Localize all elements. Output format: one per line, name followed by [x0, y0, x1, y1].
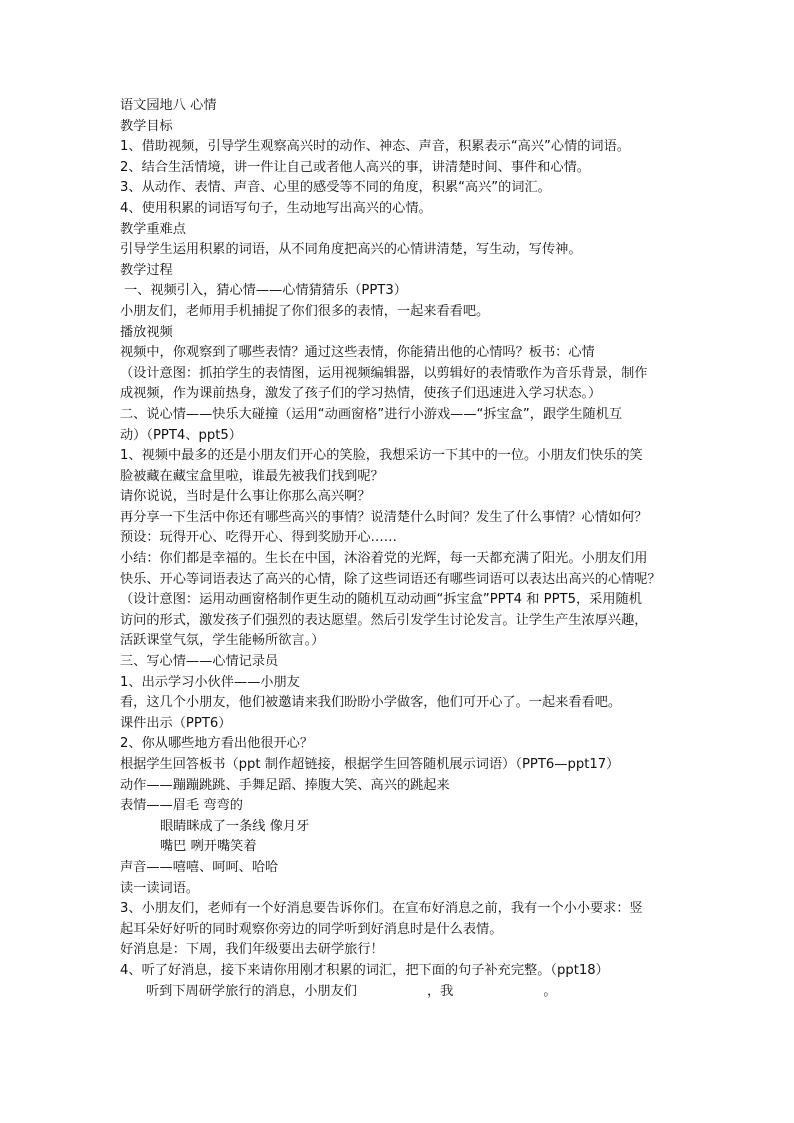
- section-heading-process: 教学过程: [120, 262, 173, 278]
- section-heading-keypoints: 教学重难点: [120, 221, 186, 237]
- paragraph-line: 动）（PPT4、ppt5）: [120, 427, 242, 443]
- paragraph-line: 访问的形式，激发孩子们强烈的表达愿望。然后引发学生讨论发言。让学生产生浓厚兴趣，: [120, 612, 648, 628]
- doc-title: 语文园地八 心情: [120, 98, 217, 113]
- paragraph-line: 起耳朵好好听的同时观察你旁边的同学听到好消息时是什么表情。: [120, 921, 503, 937]
- subsection-heading-2: 二、说心情——快乐大碰撞（运用“动画窗格”进行小游戏——“拆宝盒”，跟学生随机互: [120, 406, 623, 422]
- paragraph-line: 表情——眉毛 弯弯的: [120, 798, 243, 814]
- sentence-part-3: 。: [543, 983, 557, 999]
- goal-item: 2、结合生活情境，讲一件让自己或者他人高兴的事，讲清楚时间、事件和心情。: [120, 159, 590, 175]
- paragraph-line: 眼睛眯成了一条线 像月牙: [160, 818, 310, 834]
- subsection-heading-1: 一、视频引入，猜心情——心情猜猜乐（PPT3）: [124, 283, 407, 299]
- document-body: [120, 96, 680, 1002]
- paragraph-line: 脸被藏在藏宝盒里啦，谁最先被我们找到呢？: [120, 468, 384, 484]
- goal-item: 4、使用积累的词语写句子，生动地写出高兴的心情。: [120, 200, 432, 216]
- fill-in-sentence: [120, 982, 680, 1003]
- paragraph-line: 活跃课堂气氛，学生能畅所欲言。）: [120, 633, 325, 649]
- paragraph-line: 成视频，作为课前热身，激发了孩子们的学习热情，使孩子们迅速进入学习状态。）: [120, 386, 602, 402]
- paragraph-line: 引导学生运用积累的词语，从不同角度把高兴的心情讲清楚，写生动，写传神。: [120, 242, 582, 258]
- goal-item: 1、借助视频，引导学生观察高兴时的动作、神态、声音，积累表示“高兴”心情的词语。: [120, 139, 630, 155]
- subsection-heading-3: 三、写心情——心情记录员: [120, 654, 279, 670]
- sentence-part-2: ，我: [427, 983, 454, 999]
- paragraph-line: 1、出示学习小伙伴——小朋友: [120, 674, 300, 690]
- paragraph-line: 2、你从哪些地方看出他很开心？: [120, 736, 314, 752]
- paragraph-line: 4、听了好消息，接下来请你用刚才积累的词汇，把下面的句子补充完整。（ppt18）: [120, 962, 609, 978]
- paragraph-line: 再分享一下生活中你还有哪些高兴的事情？说清楚什么时间？发生了什么事情？心情如何？: [120, 509, 648, 525]
- goal-item: 3、从动作、表情、声音、心里的感受等不同的角度，积累“高兴”的词汇。: [120, 180, 551, 196]
- section-heading-goals: 教学目标: [120, 118, 173, 134]
- paragraph-line: 预设：玩得开心、吃得开心、得到奖励开心……: [120, 530, 397, 546]
- paragraph-line: （设计意图：抓拍学生的表情图，运用视频编辑器，以剪辑好的表情歌作为音乐背景，制作: [120, 365, 648, 381]
- paragraph-line: 好消息是：下周，我们年级要出去研学旅行！: [120, 942, 384, 958]
- paragraph-line: 小结：你们都是幸福的。生长在中国，沐浴着党的光辉，每一天都充满了阳光。小朋友们用: [120, 551, 648, 567]
- paragraph-line: 读一读词语。: [120, 880, 200, 896]
- paragraph-line: 1、视频中最多的还是小朋友们开心的笑脸，我想采访一下其中的一位。小朋友们快乐的笑: [120, 448, 643, 464]
- paragraph-line: 播放视频: [120, 324, 173, 340]
- paragraph-line: （设计意图：运用动画窗格制作更生动的随机互动动画“拆宝盒”PPT4 和 PPT5，采用随机: [120, 592, 642, 608]
- paragraph-line: 动作——蹦蹦跳跳、手舞足蹈、捧腹大笑、高兴的跳起来: [120, 777, 450, 793]
- paragraph-line: 快乐、开心等词语表达了高兴的心情，除了这些词语还有哪些词语可以表达出高兴的心情呢？: [120, 571, 661, 587]
- sentence-part-1: 听到下周研学旅行的消息，小朋友们: [146, 983, 357, 999]
- paragraph-line: 根据学生回答板书（ppt 制作超链接，根据学生回答随机展示词语）（PPT6—ppt17）: [120, 757, 620, 772]
- paragraph-line: 声音——嘻嘻、呵呵、哈哈: [120, 859, 279, 875]
- paragraph-line: 嘴巴 咧开嘴笑着: [160, 839, 257, 855]
- paragraph-line: 小朋友们，老师用手机捕捉了你们很多的表情，一起来看看吧。: [120, 303, 490, 319]
- paragraph-line: 视频中，你观察到了哪些表情？通过这些表情，你能猜出他的心情吗？板书：心情: [120, 345, 595, 361]
- paragraph-line: 请你说说，当时是什么事让你那么高兴啊？: [120, 489, 371, 505]
- paragraph-line: 课件出示（PPT6）: [120, 715, 232, 731]
- paragraph-line: 3、小朋友们，老师有一个好消息要告诉你们。在宣布好消息之前，我有一个小小要求：竖: [120, 901, 643, 917]
- paragraph-line: 看，这几个小朋友，他们被邀请来我们盼盼小学做客，他们可开心了。一起来看看吧。: [120, 695, 622, 711]
